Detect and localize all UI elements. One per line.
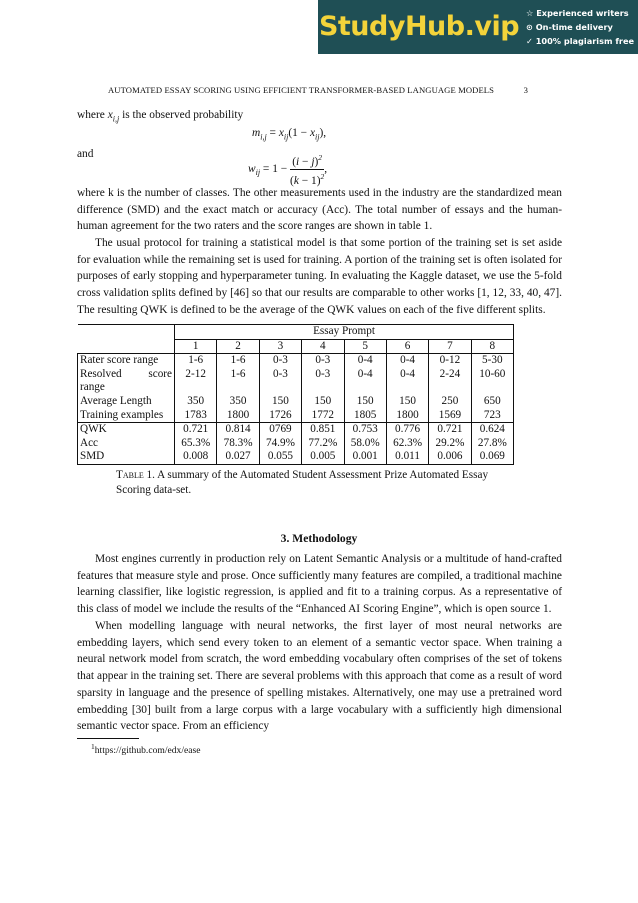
equation-fraction: $\frac{(i - j)^2}{(k - 1)^2}$	[290, 153, 325, 187]
row-label: Rater score range	[78, 354, 175, 368]
table-cell: 77.2%	[302, 437, 344, 451]
table-corner-2	[78, 339, 175, 354]
column-header: 3	[259, 339, 301, 354]
table-cell: 150	[344, 395, 386, 409]
section-title: 3. Methodology	[280, 532, 358, 545]
table-row	[78, 395, 514, 409]
table-cell: 0.721	[429, 423, 471, 437]
table-cell: 0-3	[259, 354, 301, 368]
table-cell: 0.008	[175, 450, 217, 464]
table-cell: 0.069	[471, 450, 513, 464]
table-cell: 0769	[259, 423, 301, 437]
paragraph-engines: Most engines currently in production rely on Latent Semantic Analysis or a multitude of hand-crafted features that measure style and prose. Once sufficiently many features are compiled, a traditional machine learning classifier, like logistic regression, is applied and fit to a training corpus. As a representative of this class of model we include the results of the “Enhanced AI Scoring Engine”, which is open source 1.	[77, 553, 562, 616]
and-word: and	[77, 148, 94, 160]
column-header: 2	[217, 339, 259, 354]
table-cell: 0.055	[259, 450, 301, 464]
row-label: Resolved score range	[78, 368, 175, 395]
column-header: 1	[175, 339, 217, 354]
table-caption	[116, 468, 516, 498]
table-cell: 5-30	[471, 354, 513, 368]
table-row	[78, 423, 514, 437]
row-label: Acc	[78, 437, 175, 451]
table-cell: 150	[259, 395, 301, 409]
table-row	[78, 409, 514, 423]
table-cell: 650	[471, 395, 513, 409]
table-cell: 10-60	[471, 368, 513, 395]
watermark-feature: ⊙ On-time delivery	[526, 22, 613, 32]
table-row	[78, 450, 514, 464]
table-cell: 1569	[429, 409, 471, 423]
table-cell: 0-4	[344, 354, 386, 368]
watermark-feature: ✓ 100% plagiarism free	[526, 36, 635, 46]
column-header: 4	[302, 339, 344, 354]
where-line: where $x_{i,j}$ is the observed probability	[77, 109, 244, 124]
table-cell: 0.011	[386, 450, 428, 464]
page-number: 3	[523, 85, 528, 95]
table-cell: 74.9%	[259, 437, 301, 451]
row-label: SMD	[78, 450, 175, 464]
running-title: AUTOMATED ESSAY SCORING USING EFFICIENT TRANSFORMER-BASED LANGUAGE MODELS	[108, 85, 495, 95]
table-cell: 65.3%	[175, 437, 217, 451]
table-cell: 29.2%	[429, 437, 471, 451]
column-header: 6	[386, 339, 428, 354]
footnote-mark: 1	[91, 742, 95, 751]
table-row	[78, 368, 514, 395]
row-label: Average Length	[78, 395, 175, 409]
table-cell: 58.0%	[344, 437, 386, 451]
table-row	[78, 354, 514, 368]
paragraph-protocol: The usual protocol for training a statistical model is that some portion of the training set is set aside for evaluation while the remaining set is used for training. A portion of the training set is often isolated for purposes of early stopping and hyperparameter tuning. In evaluating the Kaggle dataset, we use the 5-fold cross validation splits defined by [46] so that our results are comparable to other works [1, 12, 33, 40, 47]. The resulting QWK is defined to be the average of the QWK values on each of the five different splits.	[77, 237, 562, 316]
column-header: 5	[344, 339, 386, 354]
table-cell: 0-3	[302, 354, 344, 368]
footnote	[91, 742, 201, 756]
row-label: QWK	[78, 423, 175, 437]
column-header: 7	[429, 339, 471, 354]
table-group-header: Essay Prompt	[175, 325, 514, 340]
equation-w: $w_{ij} = 1$ − $\frac{(i - j)^2}{(k - 1)^2}$ ,	[248, 153, 328, 187]
table-cell: 1805	[344, 409, 386, 423]
table-cell: 27.8%	[471, 437, 513, 451]
table-cell: 1-6	[175, 354, 217, 368]
table-cell: 0.851	[302, 423, 344, 437]
table-cell: 350	[175, 395, 217, 409]
table-cell: 1800	[217, 409, 259, 423]
table-cell: 0.006	[429, 450, 471, 464]
table-cell: 0-4	[386, 368, 428, 395]
row-label: Training examples	[78, 409, 175, 423]
table-cell: 2-24	[429, 368, 471, 395]
table-cell: 0.776	[386, 423, 428, 437]
table-cell: 62.3%	[386, 437, 428, 451]
table-cell: 1772	[302, 409, 344, 423]
table-cell: 1-6	[217, 354, 259, 368]
table-cell: 0-3	[259, 368, 301, 395]
watermark-feature: ☆ Experienced writers	[526, 8, 629, 18]
table-cell: 1-6	[217, 368, 259, 395]
table-cell: 0.027	[217, 450, 259, 464]
table-cell: 1783	[175, 409, 217, 423]
footnote-rule	[77, 738, 139, 739]
table-cell: 0.001	[344, 450, 386, 464]
table-cell: 78.3%	[217, 437, 259, 451]
summary-table	[77, 324, 514, 465]
running-head	[108, 85, 528, 95]
table-cell: 0.624	[471, 423, 513, 437]
table-cell: 0.753	[344, 423, 386, 437]
footnote-text: https://github.com/edx/ease	[94, 745, 201, 757]
table-cell: 0-12	[429, 354, 471, 368]
caption-text: A summary of the Automated Student Assessment Prize Automated Essay Scoring data-set.	[116, 469, 489, 496]
table-cell: 0-3	[302, 368, 344, 395]
where-line-text: is the observed probability	[122, 109, 244, 121]
table-cell: 0.721	[175, 423, 217, 437]
table-cell: 350	[217, 395, 259, 409]
watermark-banner	[318, 0, 638, 54]
table-cell: 0-4	[344, 368, 386, 395]
watermark-features	[520, 6, 638, 48]
watermark-logo: StudyHub.vip	[318, 0, 520, 54]
table-cell: 0.814	[217, 423, 259, 437]
equation-m: $m_{i,j} = x_{ij}(1 - x_{ij})$,	[252, 127, 327, 142]
paragraph-metrics: where k is the number of classes. The other measurements used in the industry are the standardized mean difference (SMD) and the exact match or accuracy (Acc). The total number of essays and the human-human agreement for the two raters and the score ranges are shown in table 1.	[77, 187, 562, 233]
column-header: 8	[471, 339, 513, 354]
table-corner	[78, 325, 175, 340]
table-cell: 150	[302, 395, 344, 409]
table-cell: 1726	[259, 409, 301, 423]
table-cell: 2-12	[175, 368, 217, 395]
table-cell: 1800	[386, 409, 428, 423]
caption-prefix: Table 1.	[116, 469, 155, 481]
table-cell: 0-4	[386, 354, 428, 368]
table-cell: 723	[471, 409, 513, 423]
table-cell: 0.005	[302, 450, 344, 464]
table-row	[78, 437, 514, 451]
table-cell: 250	[429, 395, 471, 409]
paragraph-embeddings: When modelling language with neural networks, the first layer of most neural networks are embedding layers, which send every token to an element of a semantic vector space. When training a neural network model from scratch, the word embedding vocabulary often comprises of the set of tokens that appear in the training set. There are several problems with this approach that come as a result of word sparsity in language and the presence of spelling mistakes. Alternatively, one may use a pretrained word embedding [30] built from a large corpus with a large vocabulary with a sufficiently high dimensional semantic vector space. From an efficiency	[77, 620, 562, 733]
table-cell: 150	[386, 395, 428, 409]
